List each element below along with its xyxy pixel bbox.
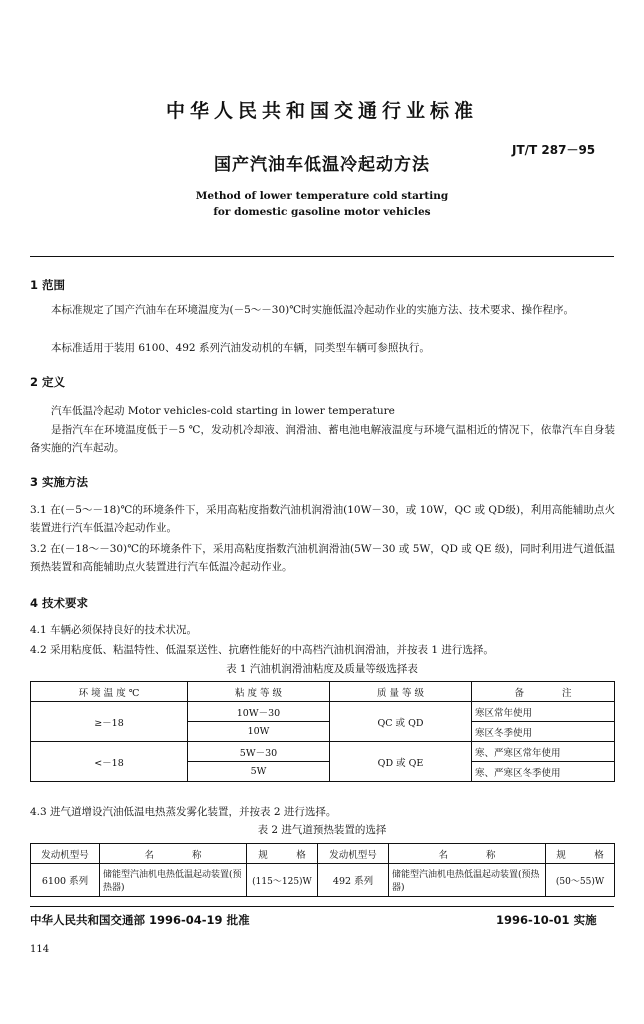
table-1-header: 质 量 等 级	[330, 682, 472, 702]
table-cell: 寒、严寒区冬季使用	[472, 762, 615, 782]
table-2-header: 名 称	[389, 844, 546, 864]
section-4-para-2: 4.2 采用粘度低、粘温特性、低温泵送性、抗磨性能好的中高档汽油机润滑油，并按表 1 进行选择。	[30, 644, 494, 656]
table-row	[31, 864, 615, 897]
table-2-header-row	[31, 844, 615, 864]
table-1-header: 环 境 温 度 ℃	[31, 682, 188, 702]
table-cell: 储能型汽油机电热低温起动装置(预热器)	[100, 864, 247, 897]
page-number: 114	[30, 944, 50, 955]
table-2-header: 规 格	[247, 844, 318, 864]
table-1	[30, 681, 615, 782]
footer-divider	[30, 906, 614, 907]
section-2-definition: 是指汽车在环境温度低于－5 ℃，发动机冷却液、润滑油、蓄电池电解液温度与环境气温相近的情况下，依靠汽车自身装备实施的汽车起动。	[30, 424, 615, 454]
table-1-header: 粘 度 等 级	[188, 682, 330, 702]
table-cell: 储能型汽油机电热低温起动装置(预热器)	[389, 864, 546, 897]
table-cell: 10W	[188, 722, 330, 742]
table-cell: 寒区常年使用	[472, 702, 615, 722]
section-2-heading: 2 定义	[30, 375, 66, 389]
table-2-header: 发动机型号	[31, 844, 100, 864]
standard-code: JT/T 287－95	[512, 143, 596, 157]
standard-title: 中华人民共和国交通行业标准	[165, 100, 478, 122]
table-1-header-row	[31, 682, 615, 702]
table-cell: 492 系列	[318, 864, 389, 897]
section-1-para-1: 本标准规定了国产汽油车在环境温度为(－5～－30)℃时实施低温冷起动作业的实施方法、技术要求、操作程序。	[51, 304, 574, 316]
table-cell: QC 或 QD	[330, 702, 472, 742]
table-cell: 10W－30	[188, 702, 330, 722]
effective-date: 1996-10-01 实施	[496, 913, 597, 927]
header-divider	[30, 256, 614, 257]
section-1-heading: 1 范围	[30, 278, 66, 292]
table-cell: QD 或 QE	[330, 742, 472, 782]
table-1-header: 备 注	[472, 682, 615, 702]
section-1-para-2: 本标准适用于装用 6100、492 系列汽油发动机的车辆，同类型车辆可参照执行。	[51, 342, 430, 354]
table-row	[31, 702, 615, 722]
document-title: 国产汽油车低温冷起动方法	[214, 155, 430, 175]
table-row	[31, 742, 615, 762]
english-title-line1: Method of lower temperature cold starting	[195, 190, 449, 202]
section-4-para-1: 4.1 车辆必须保持良好的技术状况。	[30, 624, 198, 636]
table-cell: ≥－18	[31, 702, 188, 742]
table-2-header: 发动机型号	[318, 844, 389, 864]
table-cell: 5W－30	[188, 742, 330, 762]
table-2	[30, 843, 615, 897]
section-4-heading: 4 技术要求	[30, 596, 89, 610]
table-2-header: 名 称	[100, 844, 247, 864]
table-cell: 寒区冬季使用	[472, 722, 615, 742]
table-cell: (50～55)W	[546, 864, 615, 897]
table-cell: 5W	[188, 762, 330, 782]
table-cell: 6100 系列	[31, 864, 100, 897]
table-cell: (115～125)W	[247, 864, 318, 897]
section-2-term: 汽车低温冷起动 Motor vehicles-cold starting in lower temperature	[51, 405, 395, 417]
table-1-caption: 表 1 汽油机润滑油粘度及质量等级选择表	[226, 663, 418, 675]
english-title-line2: for domestic gasoline motor vehicles	[213, 206, 431, 218]
table-cell: 寒、严寒区常年使用	[472, 742, 615, 762]
section-3-para-2: 3.2 在(－18～－30)℃的环境条件下，采用高粘度指数汽油机润滑油(5W－30 或 5W，QD 或 QE 级)，同时利用进气道低温预热装置和高能辅助点火装置进行汽车低温冷起动作业。	[30, 543, 615, 573]
table-cell: <－18	[31, 742, 188, 782]
section-3-para-1: 3.1 在(－5～－18)℃的环境条件下，采用高粘度指数汽油机润滑油(10W－30，或 10W，QC 或 QD级)，利用高能辅助点火装置进行汽车低温冷起动作业。	[30, 504, 615, 534]
section-3-heading: 3 实施方法	[30, 475, 89, 489]
approval-line: 中华人民共和国交通部 1996-04-19 批准	[30, 913, 250, 927]
section-4-para-3: 4.3 进气道增设汽油低温电热蒸发雾化装置，并按表 2 进行选择。	[30, 806, 337, 818]
table-2-header: 规 格	[546, 844, 615, 864]
table-2-caption: 表 2 进气道预热装置的选择	[257, 824, 387, 836]
